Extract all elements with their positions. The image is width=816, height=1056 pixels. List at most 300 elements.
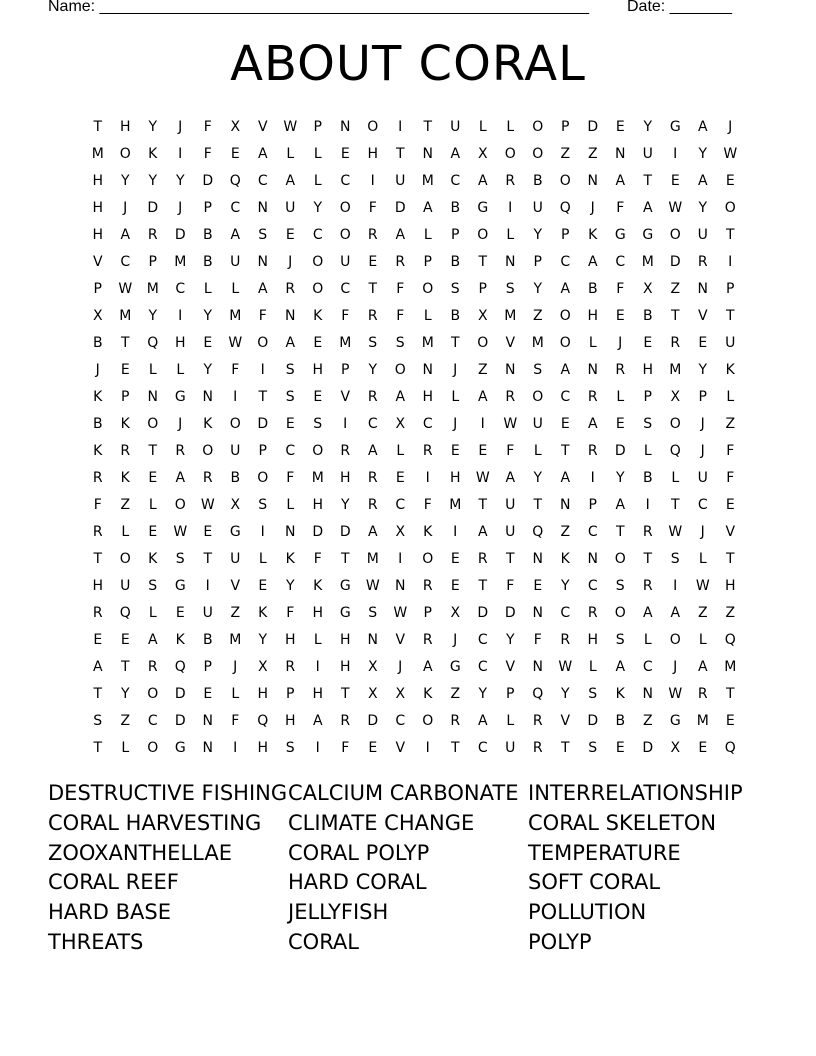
grid-letter: I [590, 469, 595, 486]
grid-letter: X [395, 415, 406, 432]
grid-letter: U [505, 496, 516, 513]
grid-letter: I [178, 307, 183, 324]
grid-letter: K [258, 604, 268, 621]
grid-letter: H [312, 685, 324, 702]
grid-letter: Q [147, 334, 159, 351]
grid-letter: R [340, 442, 351, 459]
grid-letter: A [175, 469, 186, 486]
grid-letter: A [560, 280, 571, 297]
grid-letter: C [615, 253, 626, 270]
grid-letter: W [668, 523, 683, 540]
grid-letter: U [697, 469, 708, 486]
grid-letter: F [396, 280, 405, 297]
grid-letter: K [120, 469, 130, 486]
grid-letter: R [92, 469, 103, 486]
grid-letter: E [368, 253, 378, 270]
grid-letter: E [478, 442, 488, 459]
grid-letter: E [615, 307, 625, 324]
grid-letter: Y [148, 172, 158, 189]
grid-letter: O [339, 199, 351, 216]
grid-letter: D [504, 604, 516, 621]
grid-letter: O [422, 550, 434, 567]
grid-letter: P [423, 253, 432, 270]
grid-letter: X [395, 685, 406, 702]
grid-letter: O [312, 280, 324, 297]
grid-letter: T [478, 253, 488, 270]
grid-letter: T [560, 442, 570, 459]
grid-letter: C [340, 280, 351, 297]
grid-letter: N [505, 361, 516, 378]
grid-letter: A [422, 199, 433, 216]
grid-letter: N [697, 280, 708, 297]
grid-letter: E [533, 577, 543, 594]
grid-letter: T [670, 307, 680, 324]
grid-letter: I [673, 145, 678, 162]
grid-letter: Z [120, 496, 131, 513]
grid-letter: F [616, 280, 625, 297]
grid-letter: R [422, 577, 433, 594]
grid-letter: U [505, 739, 516, 756]
grid-letter: R [285, 658, 296, 675]
grid-letter: E [203, 523, 213, 540]
grid-letter: S [285, 361, 295, 378]
grid-letter: I [315, 658, 320, 675]
grid-letter: J [700, 415, 705, 432]
grid-letter: C [587, 577, 598, 594]
grid-letter: S [505, 280, 515, 297]
grid-letter: E [285, 226, 295, 243]
grid-letter: P [506, 685, 515, 702]
grid-letter: C [340, 172, 351, 189]
grid-letter: S [93, 712, 103, 729]
grid-letter: V [257, 118, 268, 135]
grid-letter: P [533, 253, 542, 270]
grid-letter: M [174, 253, 187, 270]
grid-letter: I [453, 523, 458, 540]
grid-letter: Y [203, 307, 213, 324]
grid-letter: Q [532, 685, 544, 702]
grid-letter: D [339, 523, 351, 540]
grid-letter: F [506, 577, 515, 594]
grid-letter: T [395, 145, 405, 162]
grid-letter: J [618, 334, 623, 351]
grid-letter: P [698, 388, 707, 405]
grid-letter: M [91, 145, 104, 162]
grid-letter: T [615, 523, 625, 540]
grid-letter: E [120, 631, 130, 648]
grid-letter: W [393, 604, 408, 621]
grid-letter: R [505, 388, 516, 405]
grid-letter: F [616, 199, 625, 216]
grid-letter: F [258, 307, 267, 324]
grid-letter: A [697, 658, 708, 675]
grid-letter: H [339, 631, 351, 648]
grid-letter: H [367, 145, 379, 162]
grid-letter: L [451, 388, 460, 405]
grid-letter: E [615, 118, 625, 135]
grid-letter: A [697, 118, 708, 135]
word-list-item: HARD BASE [48, 900, 171, 925]
grid-letter: M [119, 307, 132, 324]
grid-letter: T [670, 496, 680, 513]
grid-letter: V [340, 388, 351, 405]
grid-letter: R [367, 388, 378, 405]
grid-letter: H [312, 496, 324, 513]
grid-letter: M [504, 307, 517, 324]
grid-letter: U [230, 442, 241, 459]
grid-letter: O [147, 415, 159, 432]
word-list-item: DESTRUCTIVE FISHING [48, 781, 288, 805]
grid-letter: U [395, 172, 406, 189]
grid-letter: M [421, 172, 434, 189]
grid-letter: B [92, 334, 103, 351]
grid-letter: A [477, 172, 488, 189]
grid-letter: L [506, 118, 515, 135]
grid-letter: I [645, 496, 650, 513]
grid-letter: X [477, 307, 488, 324]
grid-letter: A [395, 226, 406, 243]
grid-letter: W [118, 280, 133, 297]
grid-letter: U [725, 334, 736, 351]
grid-letter: J [728, 118, 733, 135]
grid-letter: A [257, 280, 268, 297]
grid-letter: F [726, 469, 735, 486]
grid-letter: U [230, 550, 241, 567]
grid-letter: U [532, 199, 543, 216]
grid-letter: R [697, 253, 708, 270]
grid-letter: B [642, 469, 653, 486]
grid-letter: T [643, 172, 653, 189]
grid-letter: L [176, 361, 185, 378]
grid-letter: O [422, 712, 434, 729]
grid-letter: A [147, 631, 158, 648]
grid-letter: J [453, 415, 458, 432]
grid-letter: T [725, 685, 735, 702]
grid-letter: Y [615, 469, 625, 486]
grid-letter: Z [532, 307, 543, 324]
grid-letter: X [395, 523, 406, 540]
grid-letter: O [669, 226, 681, 243]
grid-letter: J [288, 253, 293, 270]
grid-letter: M [311, 469, 324, 486]
grid-letter: R [697, 685, 708, 702]
grid-letter: P [588, 496, 597, 513]
grid-letter: U [340, 253, 351, 270]
grid-letter: H [587, 307, 599, 324]
grid-letter: O [422, 280, 434, 297]
grid-letter: A [92, 658, 103, 675]
word-list-item: SOFT CORAL [528, 870, 661, 895]
grid-letter: Y [533, 226, 543, 243]
grid-letter: F [341, 739, 350, 756]
grid-letter: B [450, 199, 461, 216]
grid-letter: N [147, 388, 158, 405]
grid-letter: E [203, 334, 213, 351]
grid-letter: O [532, 388, 544, 405]
grid-letter: T [93, 739, 103, 756]
grid-letter: C [477, 739, 488, 756]
grid-letter: Y [643, 118, 653, 135]
grid-letter: L [616, 388, 625, 405]
grid-letter: L [231, 280, 240, 297]
grid-letter: E [368, 739, 378, 756]
grid-letter: P [561, 226, 570, 243]
grid-letter: J [398, 658, 403, 675]
grid-letter: A [560, 361, 571, 378]
grid-letter: L [231, 685, 240, 702]
grid-letter: A [642, 199, 653, 216]
grid-letter: V [505, 334, 516, 351]
grid-letter: K [588, 226, 598, 243]
grid-letter: Y [368, 361, 378, 378]
grid-letter: F [286, 604, 295, 621]
grid-letter: I [343, 415, 348, 432]
grid-letter: A [615, 172, 626, 189]
grid-letter: O [257, 469, 269, 486]
grid-letter: O [119, 550, 131, 567]
grid-letter: H [422, 388, 434, 405]
grid-letter: F [93, 496, 102, 513]
grid-letter: K [203, 415, 213, 432]
grid-letter: E [258, 577, 268, 594]
grid-letter: C [560, 388, 571, 405]
grid-letter: I [425, 469, 430, 486]
grid-letter: S [615, 577, 625, 594]
grid-letter: I [260, 523, 265, 540]
grid-letter: M [531, 334, 544, 351]
grid-letter: O [477, 226, 489, 243]
grid-letter: G [229, 523, 241, 540]
grid-letter: L [121, 523, 130, 540]
grid-letter: N [642, 685, 653, 702]
grid-letter: E [203, 685, 213, 702]
grid-letter: N [615, 145, 626, 162]
grid-letter: O [669, 631, 681, 648]
grid-letter: P [286, 685, 295, 702]
grid-letter: B [202, 226, 213, 243]
grid-letter: H [339, 469, 351, 486]
grid-letter: H [92, 172, 104, 189]
letter-grid [84, 113, 744, 761]
grid-letter: R [422, 631, 433, 648]
grid-letter: L [258, 550, 267, 567]
grid-letter: I [508, 199, 513, 216]
word-list-item: HARD CORAL [288, 870, 427, 895]
grid-letter: T [478, 496, 488, 513]
grid-letter: R [587, 442, 598, 459]
grid-letter: O [339, 226, 351, 243]
grid-letter: C [367, 415, 378, 432]
grid-letter: H [449, 469, 461, 486]
grid-letter: L [313, 631, 322, 648]
grid-letter: P [341, 361, 350, 378]
grid-letter: N [532, 550, 543, 567]
grid-letter: O [532, 118, 544, 135]
grid-letter: E [670, 172, 680, 189]
grid-letter: T [725, 307, 735, 324]
grid-letter: X [670, 739, 681, 756]
grid-letter: K [148, 550, 158, 567]
grid-letter: O [724, 199, 736, 216]
grid-letter: J [453, 631, 458, 648]
grid-letter: A [477, 523, 488, 540]
grid-letter: K [93, 388, 103, 405]
grid-letter: R [642, 523, 653, 540]
grid-letter: N [202, 739, 213, 756]
grid-letter: M [421, 334, 434, 351]
grid-letter: O [312, 253, 324, 270]
grid-letter: O [559, 307, 571, 324]
grid-letter: T [148, 442, 158, 459]
grid-letter: D [587, 712, 599, 729]
grid-letter: P [423, 604, 432, 621]
grid-letter: R [367, 469, 378, 486]
grid-letter: N [587, 550, 598, 567]
grid-letter: T [725, 226, 735, 243]
grid-letter: H [339, 658, 351, 675]
grid-letter: W [668, 685, 683, 702]
grid-letter: H [724, 577, 736, 594]
grid-letter: F [231, 361, 240, 378]
grid-letter: C [395, 712, 406, 729]
word-list-item: ZOOXANTHELLAE [48, 840, 232, 865]
grid-letter: Y [313, 199, 323, 216]
grid-letter: N [285, 523, 296, 540]
grid-letter: T [643, 550, 653, 567]
grid-letter: Y [340, 496, 350, 513]
grid-letter: Y [560, 577, 570, 594]
word-list [48, 779, 768, 958]
grid-letter: H [642, 361, 654, 378]
grid-letter: J [178, 199, 183, 216]
grid-letter: J [453, 361, 458, 378]
grid-letter: O [559, 334, 571, 351]
grid-letter: E [148, 523, 158, 540]
grid-letter: K [725, 361, 735, 378]
grid-letter: E [725, 496, 735, 513]
grid-letter: H [257, 685, 269, 702]
grid-letter: W [283, 118, 298, 135]
grid-letter: N [367, 631, 378, 648]
grid-letter: Y [478, 685, 488, 702]
grid-letter: R [615, 361, 626, 378]
grid-letter: O [532, 145, 544, 162]
grid-letter: Z [642, 712, 653, 729]
grid-letter: Y [175, 172, 185, 189]
grid-letter: Y [203, 361, 213, 378]
grid-letter: F [203, 145, 212, 162]
grid-letter: J [95, 361, 100, 378]
grid-letter: H [119, 118, 131, 135]
grid-letter: W [200, 496, 215, 513]
word-list-item: CLIMATE CHANGE [288, 810, 475, 835]
grid-letter: D [669, 253, 681, 270]
grid-letter: J [178, 118, 183, 135]
grid-letter: L [671, 469, 680, 486]
grid-letter: A [450, 145, 461, 162]
grid-letter: S [588, 685, 598, 702]
grid-letter: Z [560, 145, 571, 162]
grid-letter: X [642, 280, 653, 297]
word-list-item: TEMPERATURE [528, 840, 681, 865]
grid-letter: R [120, 442, 131, 459]
grid-letter: R [587, 388, 598, 405]
grid-letter: A [477, 712, 488, 729]
grid-letter: S [615, 631, 625, 648]
grid-letter: J [700, 523, 705, 540]
grid-letter: E [395, 469, 405, 486]
grid-letter: L [396, 442, 405, 459]
grid-letter: E [450, 550, 460, 567]
grid-letter: D [147, 199, 159, 216]
grid-letter: A [230, 226, 241, 243]
grid-letter: C [477, 658, 488, 675]
grid-letter: T [505, 550, 515, 567]
grid-letter: A [697, 172, 708, 189]
grid-letter: K [285, 550, 295, 567]
grid-letter: U [642, 145, 653, 162]
grid-letter: N [257, 199, 268, 216]
grid-letter: M [696, 712, 709, 729]
grid-letter: T [560, 739, 570, 756]
grid-letter: S [533, 361, 543, 378]
grid-letter: I [398, 550, 403, 567]
grid-letter: A [422, 658, 433, 675]
grid-letter: D [312, 523, 324, 540]
grid-letter: O [614, 604, 626, 621]
grid-letter: V [92, 253, 103, 270]
grid-letter: N [285, 307, 296, 324]
grid-letter: P [148, 253, 157, 270]
grid-letter: E [698, 334, 708, 351]
grid-letter: B [202, 631, 213, 648]
grid-letter: E [560, 415, 570, 432]
grid-letter: Z [587, 145, 598, 162]
grid-letter: Q [532, 523, 544, 540]
grid-letter: K [120, 415, 130, 432]
grid-letter: Y [258, 631, 268, 648]
word-list-item: THREATS [48, 929, 144, 954]
grid-letter: R [422, 442, 433, 459]
grid-letter: I [233, 739, 238, 756]
grid-letter: A [477, 388, 488, 405]
grid-letter: S [588, 739, 598, 756]
grid-letter: F [396, 307, 405, 324]
grid-letter: T [258, 388, 268, 405]
grid-letter: C [642, 658, 653, 675]
grid-letter: M [339, 334, 352, 351]
grid-letter: O [477, 334, 489, 351]
grid-letter: A [285, 172, 296, 189]
grid-letter: J [178, 415, 183, 432]
grid-letter: F [203, 118, 212, 135]
grid-letter: S [285, 739, 295, 756]
grid-letter: J [700, 442, 705, 459]
grid-letter: P [643, 388, 652, 405]
grid-letter: M [146, 280, 159, 297]
grid-letter: K [93, 442, 103, 459]
grid-letter: R [642, 577, 653, 594]
grid-letter: V [697, 307, 708, 324]
word-list-item: CORAL POLYP [288, 840, 430, 865]
grid-letter: E [450, 577, 460, 594]
grid-letter: V [505, 658, 516, 675]
grid-letter: T [120, 334, 130, 351]
grid-letter: B [615, 712, 626, 729]
grid-letter: G [669, 118, 681, 135]
grid-letter: S [148, 577, 158, 594]
grid-letter: E [93, 631, 103, 648]
